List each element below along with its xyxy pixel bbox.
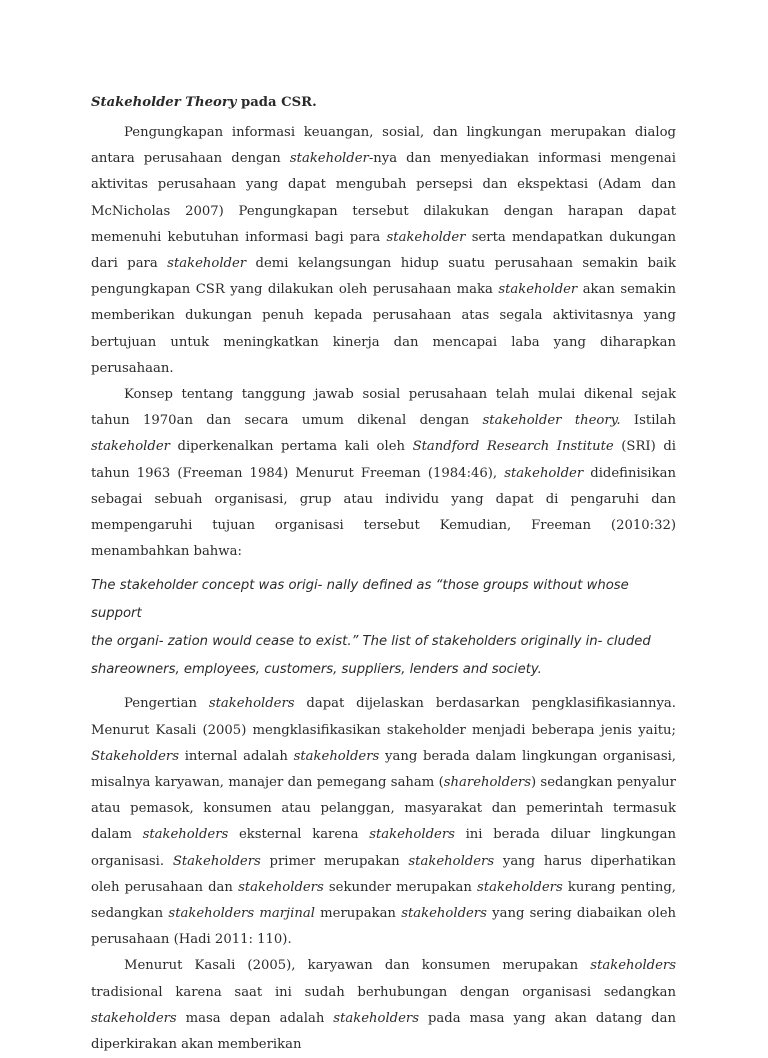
section-title-italic: Stakeholder Theory (91, 95, 237, 110)
text-run: internal adalah (178, 748, 294, 764)
paragraph-4 (91, 953, 676, 1058)
italic-term: stakeholder (386, 229, 466, 245)
text-run: yang sering diabaikan oleh perusahaan (Hadi 2011: 110). (91, 906, 677, 948)
italic-term: stakeholders (408, 853, 495, 869)
italic-term: stakeholders (91, 1010, 177, 1026)
paragraph-3 (91, 691, 676, 953)
italic-term: stakeholders (208, 696, 295, 712)
text-run: dapat dijelaskan berdasarkan pengklasifikasiannya. Menurut Kasali (2005) mengklasifikasikan stakeholder menjadi beberapa jenis yaitu; (91, 696, 676, 738)
italic-term: stakeholders (333, 1010, 419, 1026)
text-run: (SRI) di tahun 1963 (Freeman 1984) Menurut Freeman (1984:46), (91, 439, 676, 481)
text-run: merupakan (314, 906, 402, 922)
quote-line: The stakeholder concept was origi- nally defined as “those groups without whose support (91, 578, 629, 622)
section-title (91, 93, 676, 113)
text-run: masa depan adalah (176, 1010, 334, 1026)
italic-term: stakeholder (504, 465, 584, 481)
italic-term: stakeholders (238, 879, 324, 895)
text-run: kurang penting, sedangkan (91, 879, 676, 922)
italic-term: shareholders (443, 775, 531, 791)
text-run: primer merupakan (260, 853, 409, 869)
italic-term: stakeholder theory. (482, 413, 621, 429)
text-run: Pengungkapan informasi keuangan, sosial, dan lingkungan merupakan dialog antara perusahaan dengan (91, 125, 676, 167)
italic-term: stakeholders (369, 827, 455, 843)
text-run: akan semakin memberikan dukungan penuh kepada perusahaan atas segala aktivitasnya yang bertujuan untuk meningkatkan kinerja dan mencapai laba yang diharapkan perusahaan. (91, 282, 676, 376)
italic-term: stakeholder (289, 151, 369, 167)
paragraph-2 (91, 382, 676, 565)
text-run: serta mendapatkan dukungan dari para (91, 229, 676, 272)
text-run: sekunder merupakan (323, 879, 478, 895)
italic-term: stakeholders (477, 879, 563, 895)
text-run: yang berada dalam lingkungan organisasi, misalnya karyawan, manajer dan pemegang saham ( (91, 748, 676, 791)
text-run: didefinisikan sebagai sebuah organisasi, grup atau individu yang dapat di pengaruhi dan mempengaruhi tujuan organisasi tersebut Kemudian, Freeman (2010:32) menambahkan bahwa: (91, 465, 676, 560)
italic-term: stakeholders (401, 906, 487, 922)
text-run: Menurut Kasali (2005), karyawan dan konsumen merupakan (124, 958, 591, 974)
text-run: pada masa yang akan datang dan diperkirakan akan memberikan (91, 1010, 676, 1053)
text-run: eksternal karena (228, 827, 370, 843)
text-run: ) sedangkan penyalur atau pemasok, konsumen atau pelanggan, masyarakat dan pemerintah termasuk dalam (91, 775, 676, 843)
text-run: yang harus diperhatikan oleh perusahaan dan (91, 853, 676, 895)
text-run: demi kelangsungan hidup suatu perusahaan semakin baik pengungkapan CSR yang dilakukan oleh perusahaan maka (91, 256, 677, 298)
italic-term: stakeholders (590, 958, 676, 974)
text-run: -nya dan menyediakan informasi mengenai aktivitas perusahaan yang dapat mengubah persepsi dan ekspektasi (Adam dan McNicholas 2007) Pengungkapan tersebut dilakukan dengan harapan dapat memenuhi kebutuhan informasi bagi para (91, 151, 676, 245)
text-run: tradisional karena saat ini sudah berhubungan dengan organisasi sedangkan (91, 984, 676, 1000)
italic-term: stakeholder (498, 282, 578, 298)
block-quote (91, 572, 676, 684)
document-body (91, 93, 676, 1058)
italic-term: stakeholder (167, 256, 247, 272)
italic-term: Stakeholders (172, 853, 261, 869)
italic-term: stakeholders marjinal (168, 906, 315, 922)
italic-term: Stakeholders (91, 748, 179, 764)
italic-term: stakeholder (91, 439, 170, 455)
text-run: Konsep tentang tanggung jawab sosial perusahaan telah mulai dikenal sejak tahun 1970an dan secara umum dikenal dengan (91, 387, 676, 429)
section-title-rest: pada CSR. (236, 95, 317, 110)
text-run: Pengertian (124, 696, 209, 712)
text-run: diperkenalkan pertama kali oleh (169, 439, 413, 455)
paragraph-1 (91, 120, 676, 382)
text-run: Istilah (620, 413, 676, 429)
italic-term: stakeholders (293, 748, 380, 764)
text-run: ini berada diluar lingkungan organisasi. (91, 827, 676, 869)
italic-term: Standford Research Institute (412, 439, 614, 455)
quote-line: shareowners, employees, customers, suppliers, lenders and society. (91, 662, 542, 678)
quote-line: the organi- zation would cease to exist.” The list of stakeholders originally in- cluded (91, 634, 651, 650)
italic-term: stakeholders (142, 827, 229, 843)
